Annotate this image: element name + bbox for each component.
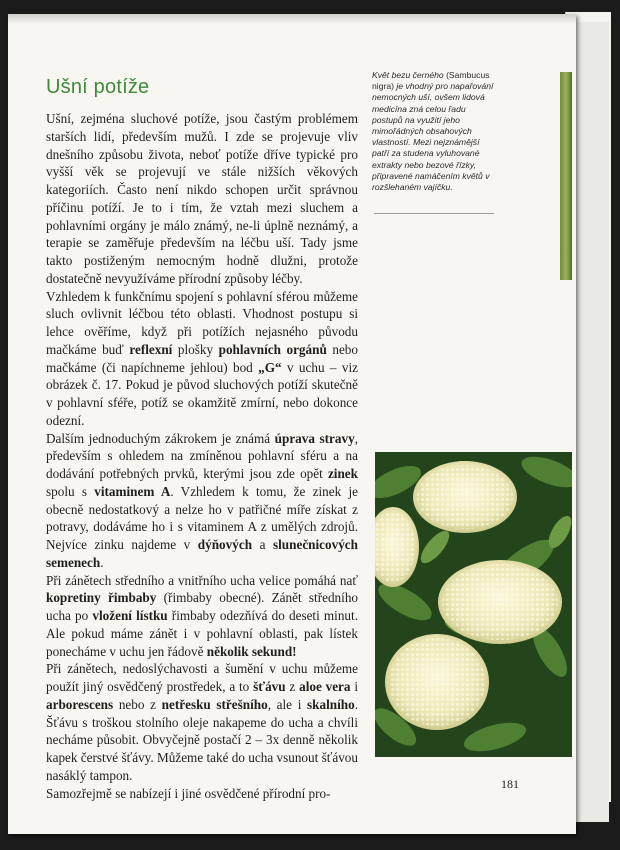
caption-scientific-name: (Sambucus nigra) [372, 70, 490, 92]
caption-divider [374, 213, 494, 214]
text-run: řimbaby odezňívá do deseti minut. Ale pokud máme zánět i v pohlavní oblasti, pak lístek ponecháme v uchu jen řádově [46, 608, 358, 659]
text-run: . Šťávu s troškou stolního oleje nakapeme do ucha a chvíli necháme působit. Obvyčejně postačí 2 – 3x denně několik kapek čerstvé šťávy. Můžeme také do ucha vsunout šťávou nasáklý tampon. [46, 696, 358, 783]
paragraph [46, 430, 358, 572]
photo-caption [372, 70, 494, 193]
text-run: spolu s [46, 483, 95, 499]
text-run: , především s ohledem na zmíněnou pohlavní sféru a na dodávání potřebných prvků, kterými jsou zde opět [46, 430, 358, 481]
text-run: Při zánětech středního a vnitřního ucha velice pomáhá nať [46, 572, 358, 588]
page-title: Ušní potíže [46, 76, 150, 98]
caption-text: je vhodný pro napařování nemocných uší, ovšem lidová medicína zná celou řadu postupů na využití jeho mimořádných obsahových vlastností. Mezi nejznámější patří za studena vyluhované extrakty nebo bezové řízky, připravené namáčením květů v rozšlehaném vajíčku. [372, 81, 494, 193]
bold-text: aloe vera [299, 679, 351, 694]
text-run: Dalším jednoduchým zákrokem je známá [46, 430, 275, 446]
bold-text: několik sekund! [206, 643, 297, 659]
caption-lead: Květ bezu černého [372, 70, 444, 80]
text-run: nebo z [113, 696, 162, 712]
bold-text: šťávu [253, 679, 286, 694]
elderflower-photo [375, 452, 572, 757]
bold-text: vložení lístku [92, 608, 168, 623]
bold-text: vitaminem A [94, 483, 171, 499]
text-run: nebo mačkáme (či napíchneme jehlou) bod [46, 341, 358, 375]
text-run: Ušní, zejména sluchové potíže, jsou častým problémem starších lidí, především mužů. I zde se projevuje vliv dnešního způsobu života, neboť potíže dříve typické pro vyšší věk se projevují ve stále nižších věkových kategoriích. Často není nikdo schopen určit správnou příčinu potíží. Je to i tím, že vztah mezi sluchem a pohlavními orgány je málo známý, ne-li úplně neznámý, a terapie se zaměřuje především na léčbu uší. Tady jsme takto postiženým nemocným hodně dlužni, protože dostatečně nevyužíváme přírodní způsoby léčby. [46, 111, 358, 286]
text-run: (řimbaby obecné). Zánět středního ucha po [46, 590, 359, 623]
bold-text: pohlavních orgánů [218, 341, 327, 357]
text-run: , ale i [267, 696, 308, 712]
bold-text: zinek [327, 466, 358, 481]
page-top-shadow [8, 14, 576, 24]
paragraph [46, 288, 358, 430]
bold-text: kopretiny řimbaby [46, 590, 157, 606]
bold-text: skalního [307, 696, 355, 712]
page-number: 181 [501, 777, 519, 791]
paragraph [46, 785, 358, 803]
text-run: v uchu – viz obrázek č. 17. Pokud je původ sluchových potíží skutečně v pohlavní sféře, potíž se okamžitě zmírní, nebo dokonce odezní. [46, 359, 358, 428]
paragraph [46, 660, 358, 784]
text-run: z [285, 679, 300, 694]
text-run: a [252, 537, 273, 552]
paragraph [46, 110, 358, 288]
text-run: Samozřejmě se nabízejí i jiné osvědčené přírodní pro- [46, 785, 331, 801]
text-run: plošky [172, 341, 219, 357]
bold-text: arborescens [46, 696, 114, 712]
article-body [46, 110, 358, 802]
bold-text: dýňových [197, 537, 253, 552]
paragraph [46, 572, 358, 661]
bold-text: reflexní [129, 341, 173, 357]
bold-text: úprava stravy [274, 430, 355, 446]
bold-text: „G“ [258, 359, 282, 375]
adjacent-photo-strip [560, 72, 572, 280]
text-run: Vzhledem k funkčnímu spojení s pohlavní sférou můžeme sluch ovlivnit léčbou této oblasti. Vhodnost postupu si lehce ověříme, když při potížích nejasného původu mačkáme buď [46, 288, 358, 357]
text-run: Při zánětech, nedoslýchavosti a šumění v uchu můžeme použít jiný osvědčený prostředek, a to [46, 661, 358, 694]
bold-text: netřesku střešního [161, 696, 268, 712]
text-run: . [100, 554, 104, 570]
text-run: i [350, 679, 358, 694]
text-run: . Vzhledem k tomu, že zinek je obecně nedostatkový a nelze ho v patřičné míře získat z potravy, dodáváme ho i s vitaminem A z umělých zdrojů. Nejvíce zinku najdeme v [46, 483, 358, 552]
bold-text: slunečnicových semenech [46, 537, 358, 570]
